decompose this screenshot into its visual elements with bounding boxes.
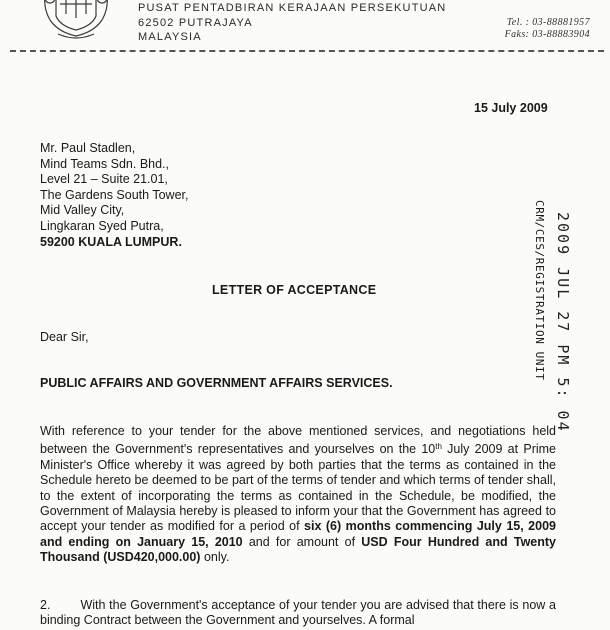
letter-date: 15 July 2009 (474, 101, 548, 115)
salutation: Dear Sir, (40, 330, 89, 344)
contract-amount: USD Four Hundred and Twenty Thousand (USD420,000.00) (40, 534, 556, 565)
letterhead-tel: Tel. : 03-88881957 (506, 17, 590, 28)
letter-subject: PUBLIC AFFAIRS AND GOVERNMENT AFFAIRS SERVICES. (40, 376, 393, 390)
malaysia-coat-of-arms-icon (38, 0, 114, 42)
paragraph-2-number: 2. (40, 598, 51, 612)
address-area: Mid Valley City, (40, 203, 125, 218)
address-name: Mr. Paul Stadlen, (40, 141, 136, 155)
letterhead-divider (10, 50, 604, 52)
received-stamp-date: 2009 JUL 27 PM 5: 04 (554, 212, 572, 433)
paragraph-1: With reference to your tender for the above mentioned services, and negotiations held between the Government's representatives and yourselves on the 10th July 2009 at Prime Minister's Office whereby it was agreed by both parties that the terms as contained in the Schedule hereto be deemed to be part of the terms of tender and which terms of tender shall, to the extent of incorporating the terms as contained in the Schedule, be modified, the Government of Malaysia hereby is pleased to inform your that the Government has agreed to accept your tender as modified for a period of six (6) months commencing July 15, 2009 and ending on January 15, 2010 and for amount of USD Four Hundred and Twenty Thousand (USD420,000.00) only. (40, 424, 556, 565)
letter-title: LETTER OF ACCEPTANCE (212, 283, 377, 297)
received-stamp-unit: CRM/CES/REGISTRATION UNIT (533, 200, 546, 381)
paragraph-2: 2. With the Government's acceptance of your tender you are advised that there is now a binding Contract between the Government and yourselves. A formal (40, 598, 556, 628)
recipient-address (40, 141, 188, 250)
address-tower: The Gardens South Tower, (40, 187, 189, 202)
contract-period: six (6) months commencing July 15, 2009 and ending on January 15, 2010 (40, 519, 556, 549)
letterhead-fax: Faks: 03-88883904 (504, 29, 590, 40)
address-company: Mind Teams Sdn. Bhd., (40, 156, 170, 171)
letterhead-line-3: MALAYSIA (138, 31, 202, 43)
letterhead-line-1: PUSAT PENTADBIRAN KERAJAAN PERSEKUTUAN (138, 2, 447, 14)
address-city: 59200 KUALA LUMPUR. (40, 234, 182, 249)
address-level: Level 21 – Suite 21.01, (40, 172, 168, 187)
letterhead-line-2: 62502 PUTRAJAYA (138, 17, 253, 29)
address-street: Lingkaran Syed Putra, (40, 218, 164, 233)
